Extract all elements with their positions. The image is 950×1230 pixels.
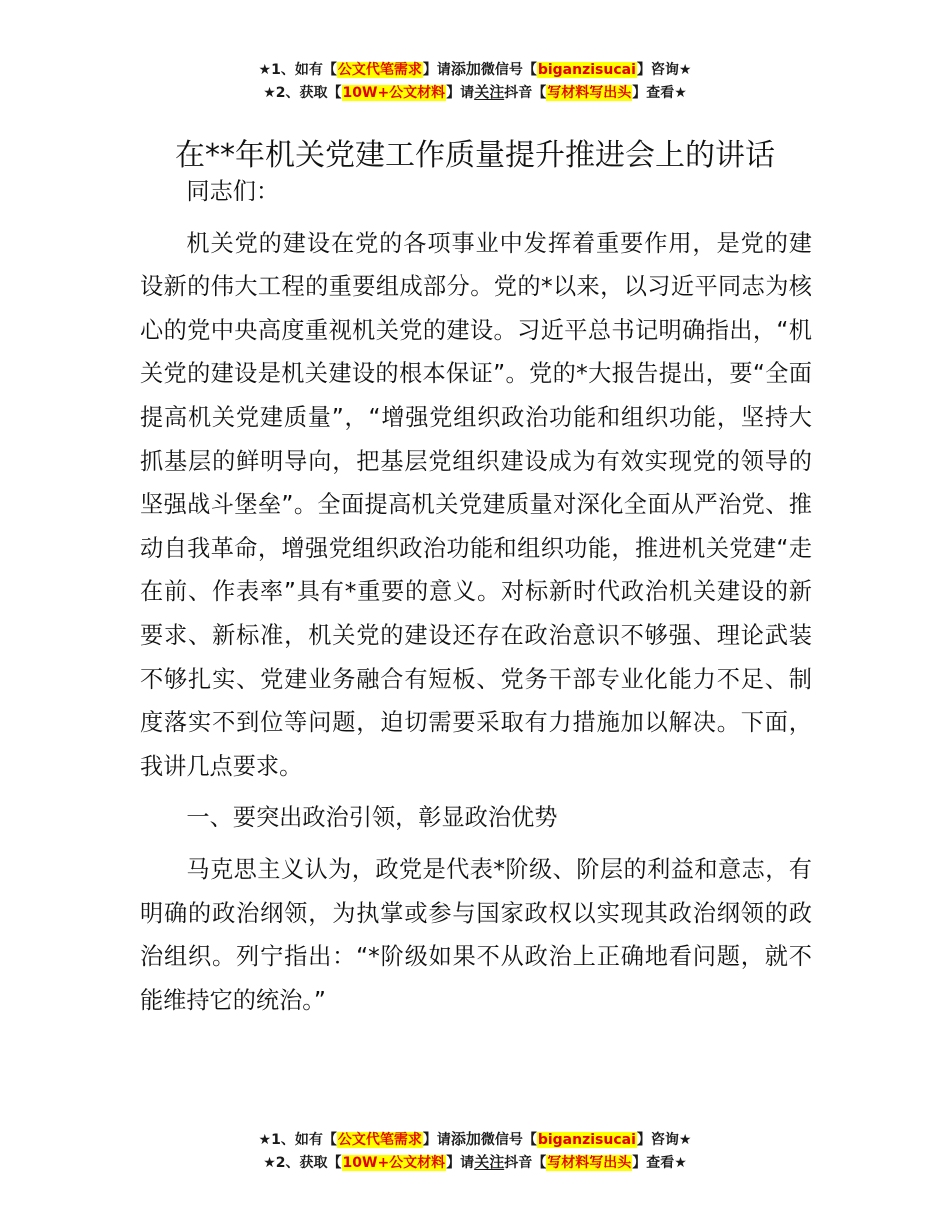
promo-text: ★2、获取【 [263, 85, 342, 101]
greeting: 同志们： [186, 178, 280, 205]
paragraph-1: 机关党的建设在党的各项事业中发挥着重要作用，是党的建设新的伟大工程的重要组成部分。党的*以来，以习近平同志为核心的党中央高度重视机关党的建设。习近平总书记明确指出，“机关党的建设是机关建设的根本保证”。党的*大报告提出，要“全面提高机关党建质量”，“增强党组织政治功能和组织功能，坚持大抓基层的鲜明导向，把基层党组织建设成为有效实现党的领导的坚强战斗堡垒”。全面提高机关党建质量对深化全面从严治党、推动自我革命，增强党组织政治功能和组织功能，推进机关党建“走在前、作表率”具有*重要的意义。对标新时代政治机关建设的新要求、新标准，机关党的建设还存在政治意识不够强、理论武装不够扎实、党建业务融合有短板、党务干部专业化能力不足、制度落实不到位等问题，迫切需要采取有力措施加以解决。下面，我讲几点要求。 [140, 229, 812, 780]
promo-text: 抖音【 [504, 85, 547, 101]
promo-line-2 [0, 1151, 950, 1174]
promo-text: 微信号【 [480, 62, 537, 78]
promo-text: 】查看★ [632, 1155, 687, 1171]
promo-text: ★1、如有【 [258, 62, 337, 78]
promo-text: 】咨询★ [636, 62, 692, 78]
highlight-materials: 10W+公文材料 [342, 1155, 446, 1171]
highlight-service: 公文代笔需求 [337, 1132, 422, 1148]
promo-line-1 [0, 1128, 950, 1151]
promo-text: 】咨询★ [636, 1132, 692, 1148]
promo-line-1 [0, 58, 950, 81]
highlight-douyin-id: 写材料写出头 [547, 85, 632, 101]
promo-emphasis: 关注 [474, 1153, 505, 1171]
highlight-materials: 10W+公文材料 [342, 85, 446, 101]
highlight-douyin-id: 写材料写出头 [547, 1155, 632, 1171]
promo-text: 】查看★ [632, 85, 687, 101]
highlight-wechat-id: biganzisucai [537, 1132, 636, 1148]
promo-line-2 [0, 81, 950, 104]
highlight-wechat-id: biganzisucai [537, 62, 636, 78]
promo-emphasis: 添加 [450, 60, 481, 78]
section-heading-1: 一、要突出政治引领，彰显政治优势 [186, 804, 558, 832]
promo-text: 抖音【 [504, 1155, 547, 1171]
promo-text: 】请 [446, 1155, 475, 1171]
promo-emphasis: 关注 [474, 83, 505, 101]
highlight-service: 公文代笔需求 [337, 62, 422, 78]
promo-text: ★2、获取【 [263, 1155, 342, 1171]
promo-text: 微信号【 [480, 1132, 537, 1148]
document-title: 在**年机关党建工作质量提升推进会上的讲话 [175, 138, 775, 174]
document-body [140, 170, 812, 1030]
promo-text: 】请 [446, 85, 475, 101]
paragraph-2: 马克思主义认为，政党是代表*阶级、阶层的利益和意志，有明确的政治纲领，为执掌或参与国家政权以实现其政治纲领的政治组织。列宁指出：“*阶级如果不从政治上正确地看问题，就不能维持它的统治。” [140, 855, 812, 1014]
promo-text: ★1、如有【 [258, 1132, 337, 1148]
promo-text: 】请 [422, 1132, 451, 1148]
promo-banner-bottom [0, 1128, 950, 1174]
promo-banner-top [0, 58, 950, 104]
promo-emphasis: 添加 [450, 1130, 481, 1148]
promo-text: 】请 [422, 62, 451, 78]
